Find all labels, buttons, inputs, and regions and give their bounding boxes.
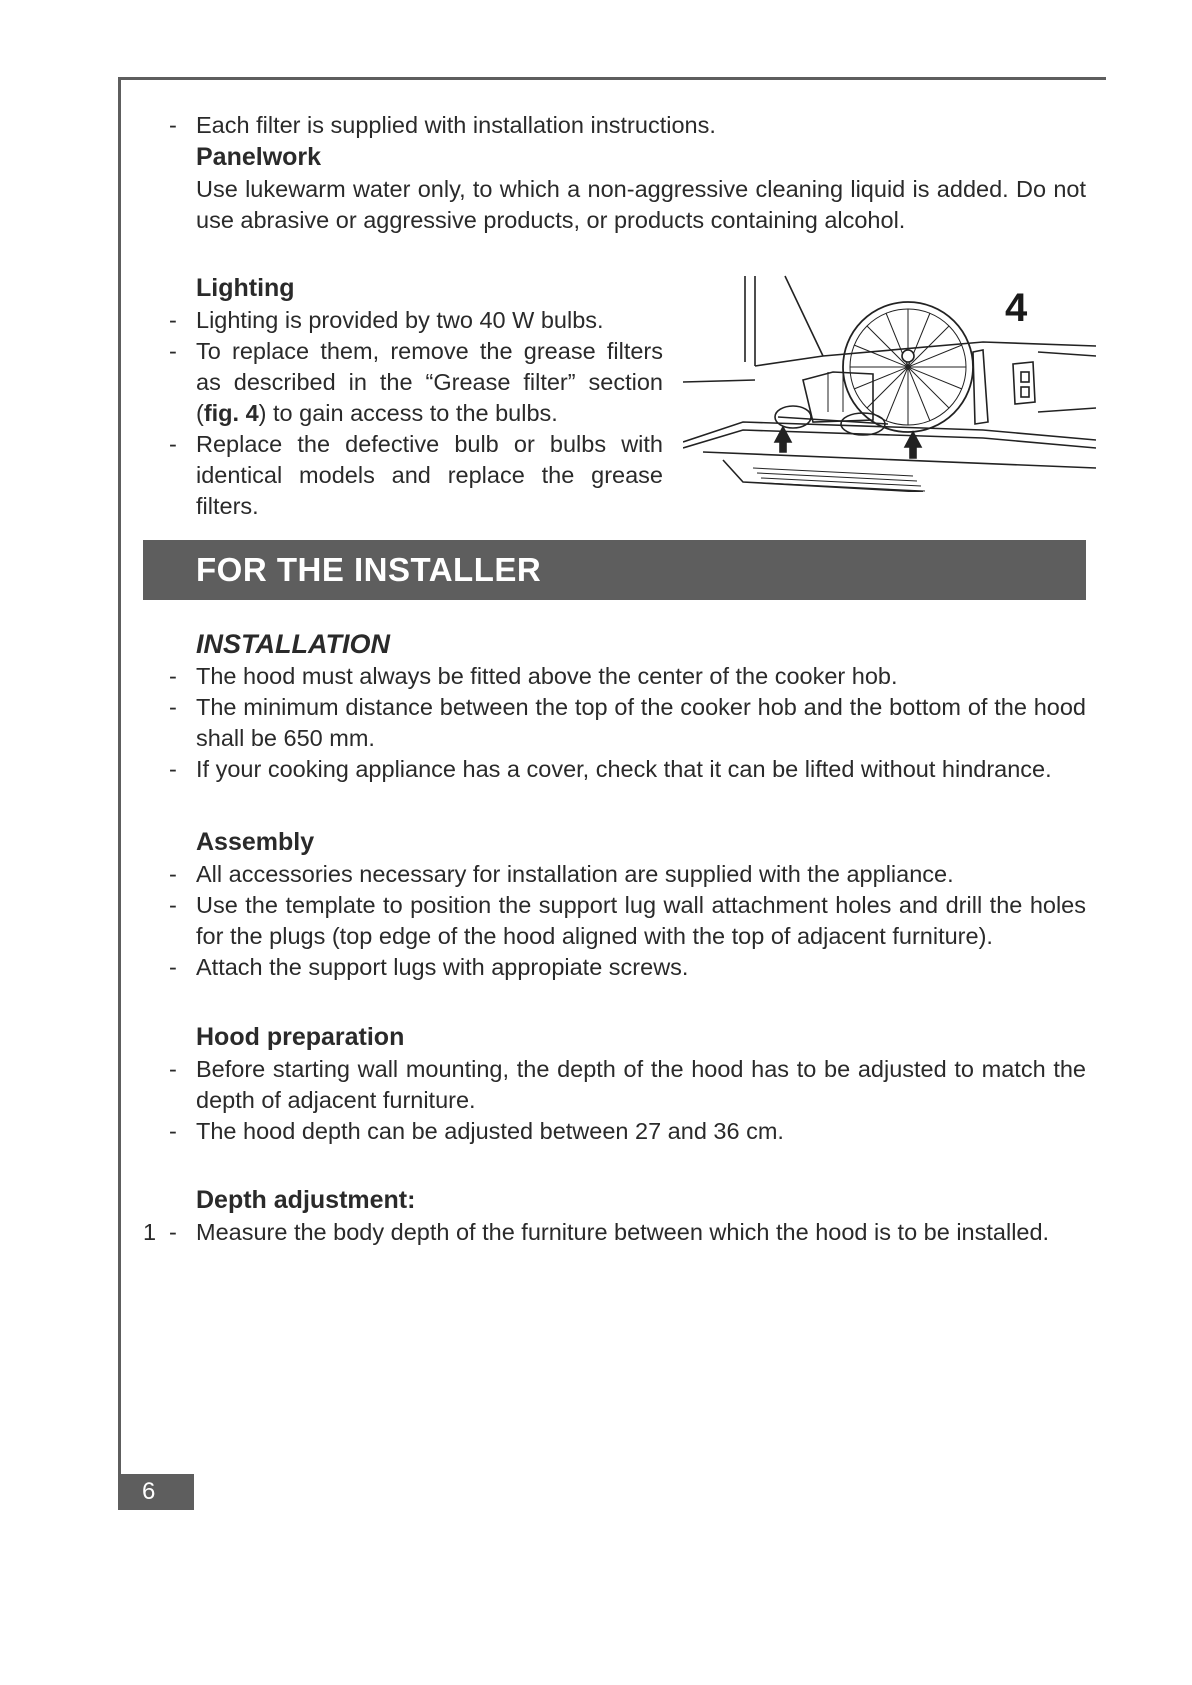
panelwork-heading: Panelwork bbox=[196, 143, 322, 171]
panelwork-text: Use lukewarm water only, to which a non-aggressive cleaning liquid is added. Do not use abrasive or aggressive products, or products containing alcohol. bbox=[196, 176, 1086, 233]
assembly-heading: Assembly bbox=[196, 828, 315, 856]
step-number: 1 bbox=[143, 1219, 157, 1245]
list-item: - The hood depth can be adjusted between 27 and 36 cm. bbox=[169, 1118, 784, 1144]
figure-number: 4 bbox=[1005, 286, 1028, 330]
list-item: - The hood must always be fitted above the center of the cooker hob. bbox=[169, 663, 898, 689]
hood-preparation-heading: Hood preparation bbox=[196, 1023, 405, 1051]
page-frame-top bbox=[118, 77, 1106, 80]
list-item: - Attach the support lugs with appropiate screws. bbox=[169, 954, 689, 980]
page-frame-left bbox=[118, 77, 121, 1510]
depth-adjustment-heading: Depth adjustment: bbox=[196, 1186, 416, 1214]
lighting-heading: Lighting bbox=[196, 274, 295, 302]
hood-bulb-illustration bbox=[683, 272, 1096, 492]
section-banner: FOR THE INSTALLER bbox=[143, 540, 1086, 600]
panelwork-section bbox=[143, 110, 1086, 236]
assembly-section bbox=[143, 826, 1086, 983]
figure-reference: fig. 4 bbox=[203, 400, 259, 426]
list-item: - To replace them, remove the grease filters as described in the “Grease filter” section (fig. 4) to gain access to the bulbs. bbox=[169, 338, 663, 426]
list-item: - All accessories necessary for installation are supplied with the appliance. bbox=[169, 861, 954, 887]
list-item: - Use the template to position the support lug wall attachment holes and drill the holes for the plugs (top edge of the hood aligned with the top of adjacent furniture). bbox=[169, 892, 1086, 949]
page-number: 6 bbox=[118, 1474, 194, 1510]
list-item: - The minimum distance between the top of the cooker hob and the bottom of the hood shall be 650 mm. bbox=[169, 694, 1086, 751]
depth-adjustment-section bbox=[143, 1184, 1086, 1248]
list-item: - If your cooking appliance has a cover, check that it can be lifted without hindrance. bbox=[169, 756, 1052, 782]
list-item: - Before starting wall mounting, the depth of the hood has to be adjusted to match the depth of adjacent furniture. bbox=[169, 1056, 1086, 1113]
hood-preparation-section bbox=[143, 1021, 1086, 1147]
installation-heading: INSTALLATION bbox=[196, 629, 390, 659]
list-item: - Lighting is provided by two 40 W bulbs. bbox=[169, 307, 604, 333]
list-item: - Replace the defective bulb or bulbs with identical models and replace the grease filters. bbox=[169, 431, 663, 519]
installation-section bbox=[143, 628, 1086, 785]
lighting-section bbox=[143, 272, 663, 522]
filter-note: Each filter is supplied with installation instructions. bbox=[196, 112, 716, 138]
list-item: - Each filter is supplied with installation instructions. bbox=[143, 110, 1086, 141]
list-item: 1 - Measure the body depth of the furniture between which the hood is to be installed. bbox=[143, 1217, 1086, 1248]
